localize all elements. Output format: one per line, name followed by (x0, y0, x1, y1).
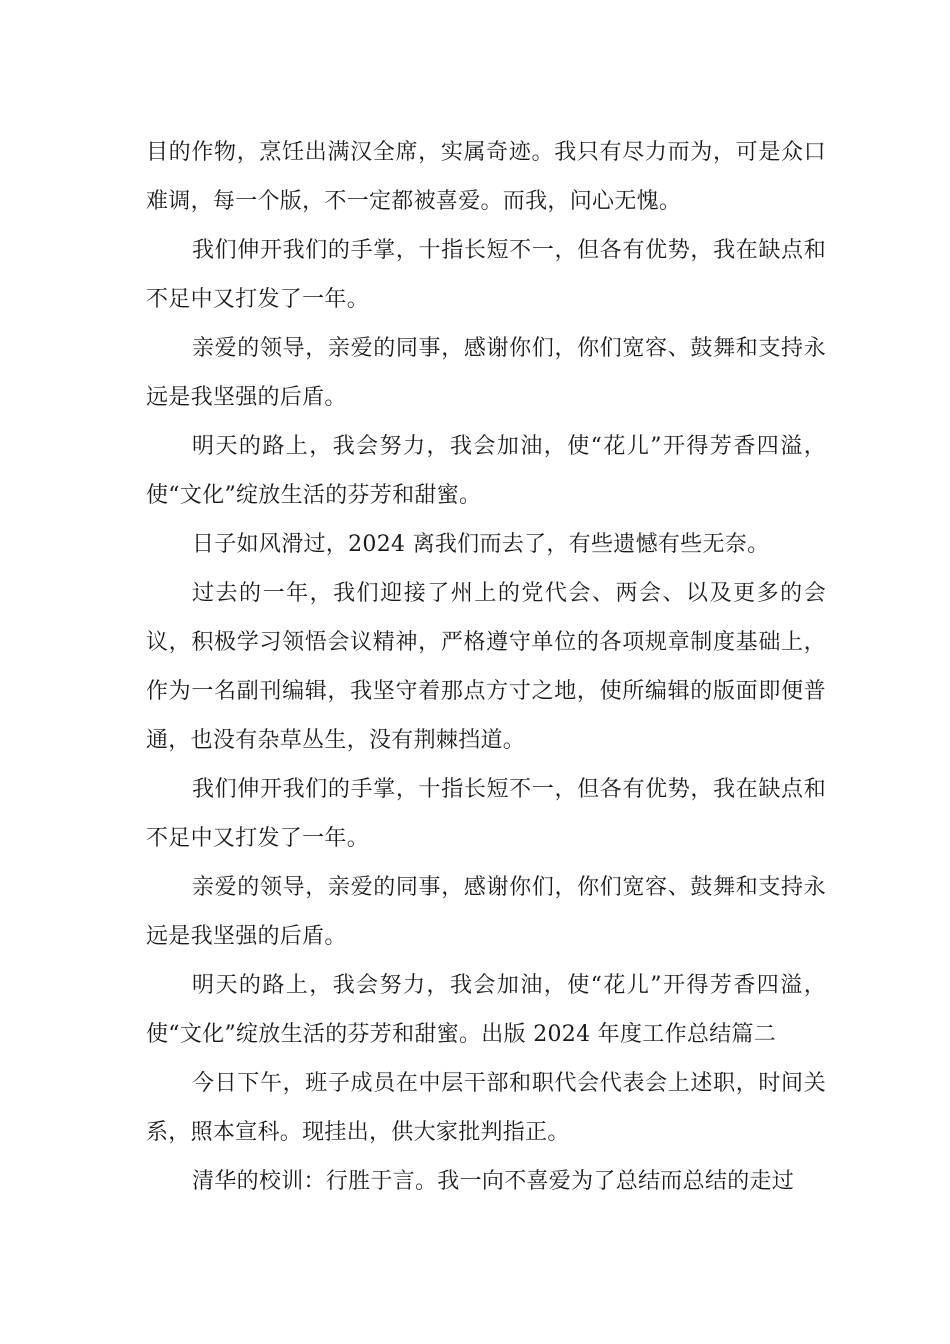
paragraph-6: 过去的一年，我们迎接了州上的党代会、两会、以及更多的会议，积极学习领悟会议精神，严格遵守单位的各项规章制度基础上，作为一名副刊编辑，我坚守着那点方寸之地，使所编辑的版面即便普通，也没有杂草丛生，没有荆棘挡道。 (146, 581, 826, 753)
document-body (146, 128, 826, 1206)
paragraph-7: 我们伸开我们的手掌，十指长短不一，但各有优势，我在缺点和不足中又打发了一年。 (146, 777, 826, 851)
paragraph-1: 目的作物，烹饪出满汉全席，实属奇迹。我只有尽力而为，可是众口难调，每一个版，不一定都被喜爱。而我，问心无愧。 (146, 140, 826, 214)
paragraph-10: 今日下午，班子成员在中层干部和职代会代表会上述职，时间关系，照本宣科。现挂出，供大家批判指正。 (146, 1071, 826, 1145)
paragraph-8: 亲爱的领导，亲爱的同事，感谢你们，你们宽容、鼓舞和支持永远是我坚强的后盾。 (146, 875, 826, 949)
paragraph-9: 明天的路上，我会努力，我会加油，使“花儿”开得芳香四溢，使“文化”绽放生活的芬芳和甜蜜。出版 2024 年度工作总结篇二 (146, 973, 826, 1047)
paragraph-5: 日子如风滑过，2024 离我们而去了，有些遗憾有些无奈。 (192, 532, 770, 557)
paragraph-11: 清华的校训：行胜于言。我一向不喜爱为了总结而总结的走过 (192, 1169, 795, 1194)
paragraph-4: 明天的路上，我会努力，我会加油，使“花儿”开得芳香四溢，使“文化”绽放生活的芬芳和甜蜜。 (146, 434, 826, 508)
paragraph-3: 亲爱的领导，亲爱的同事，感谢你们，你们宽容、鼓舞和支持永远是我坚强的后盾。 (146, 336, 826, 410)
paragraph-2: 我们伸开我们的手掌，十指长短不一，但各有优势，我在缺点和不足中又打发了一年。 (146, 238, 826, 312)
